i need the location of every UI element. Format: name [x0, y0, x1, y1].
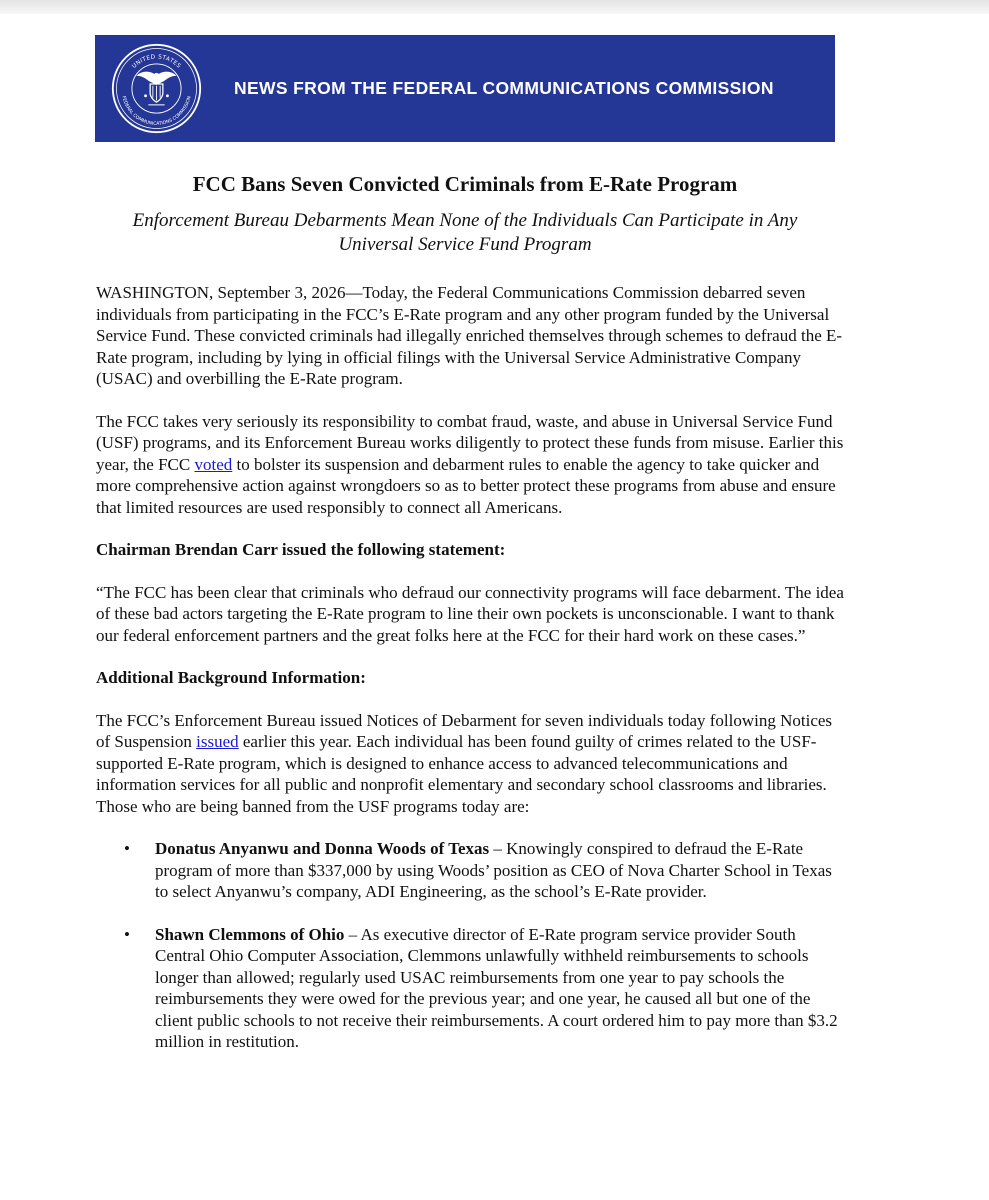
policy-text-before: The FCC takes very seriously its responsibility to combat fraud, waste, and abuse in Universal Service Fund (USF) programs, and its Enforcement Bureau works diligently to protect these funds from misuse. Earlier this year, the FCC — [96, 411, 844, 474]
intro-paragraph: WASHINGTON, September 3, 2026—Today, the Federal Communications Commission debarred seven individuals from participating in the FCC’s E-Rate program and any other program funded by the Universal Service Fund. These convicted criminals had illegally enriched themselves through schemes to defraud the E-Rate program, including by lying in official filings with the Universal Service Administrative Company (USAC) and overbilling the E-Rate program. — [96, 283, 843, 388]
page-subtitle: Enforcement Bureau Debarments Mean None of the Individuals Can Participate in Any Universal Service Fund Program — [132, 210, 798, 255]
chairman-quote: “The FCC has been clear that criminals who defraud our connectivity programs will face debarment. The idea of these bad actors targeting the E-Rate program to line their own pockets is unconscionable. I want to thank our federal enforcement partners and the great folks here at the FCC for their hard work on these cases.” — [96, 582, 844, 645]
background-paragraph — [96, 710, 846, 818]
seal-top-text: UNITED STATES — [131, 54, 182, 70]
list-item — [96, 924, 846, 1053]
seal-bottom-text: FEDERAL COMMUNICATIONS COMMISSION — [120, 95, 193, 127]
banner-title: NEWS FROM THE FEDERAL COMMUNICATIONS COMMISSION — [234, 78, 774, 98]
fcc-seal-icon — [111, 43, 202, 134]
policy-paragraph — [96, 411, 846, 519]
list-item-text: – Knowingly conspired to defraud the E-Rate program of more than $337,000 by using Woods’ position as CEO of Nova Charter School in Texas to select Anyanwu’s company, ADI Engineering, as the school’s E-Rate provider. — [155, 839, 832, 901]
top-edge — [0, 0, 989, 14]
list-item — [96, 838, 846, 903]
list-item-name: Donatus Anyanwu and Donna Woods of Texas — [155, 839, 490, 858]
news-banner — [95, 35, 835, 142]
debarred-list — [96, 838, 846, 1053]
svg-text:UNITED STATES — [131, 54, 181, 69]
issued-link[interactable]: issued — [196, 732, 239, 751]
list-item-text: – As executive director of E-Rate program service provider South Central Ohio Computer Association, Clemmons unlawfully withheld reimbursements to schools longer than allowed; regularly used USAC reimbursements from one year to pay schools the reimbursements they were owed for the previous year; and one year, he caused all but one of the client public schools to not receive their reimbursements. A court ordered him to pay more than $3.2 million in restitution. — [155, 924, 838, 1051]
background-text-after: earlier this year. Each individual has been found guilty of crimes related to the USF-supported E-Rate program, which is designed to enhance access to advanced telecommunications and information services for all public and nonprofit elementary and secondary school classrooms and libraries. Those who are being banned from the USF programs today are: — [96, 732, 827, 816]
bullet: • — [124, 924, 130, 944]
background-text-before: The FCC’s Enforcement Bureau issued Notices of Debarment for seven individuals today following Notices of Suspension — [96, 710, 833, 751]
article-body — [96, 282, 846, 1074]
background-heading: Additional Background Information: — [96, 668, 366, 687]
list-item-name: Shawn Clemmons of Ohio — [155, 924, 345, 944]
statement-heading: Chairman Brendan Carr issued the following statement: — [96, 540, 506, 559]
page-title: FCC Bans Seven Convicted Criminals from E-Rate Program — [192, 172, 738, 196]
voted-link[interactable]: voted — [194, 454, 233, 474]
bullet: • — [124, 839, 130, 858]
policy-text-after: to bolster its suspension and debarment rules to enable the agency to take quicker and more comprehensive action against wrongdoers so as to better protect these programs from abuse and ensure that limited resources are used responsibly to connect all Americans. — [96, 454, 836, 517]
